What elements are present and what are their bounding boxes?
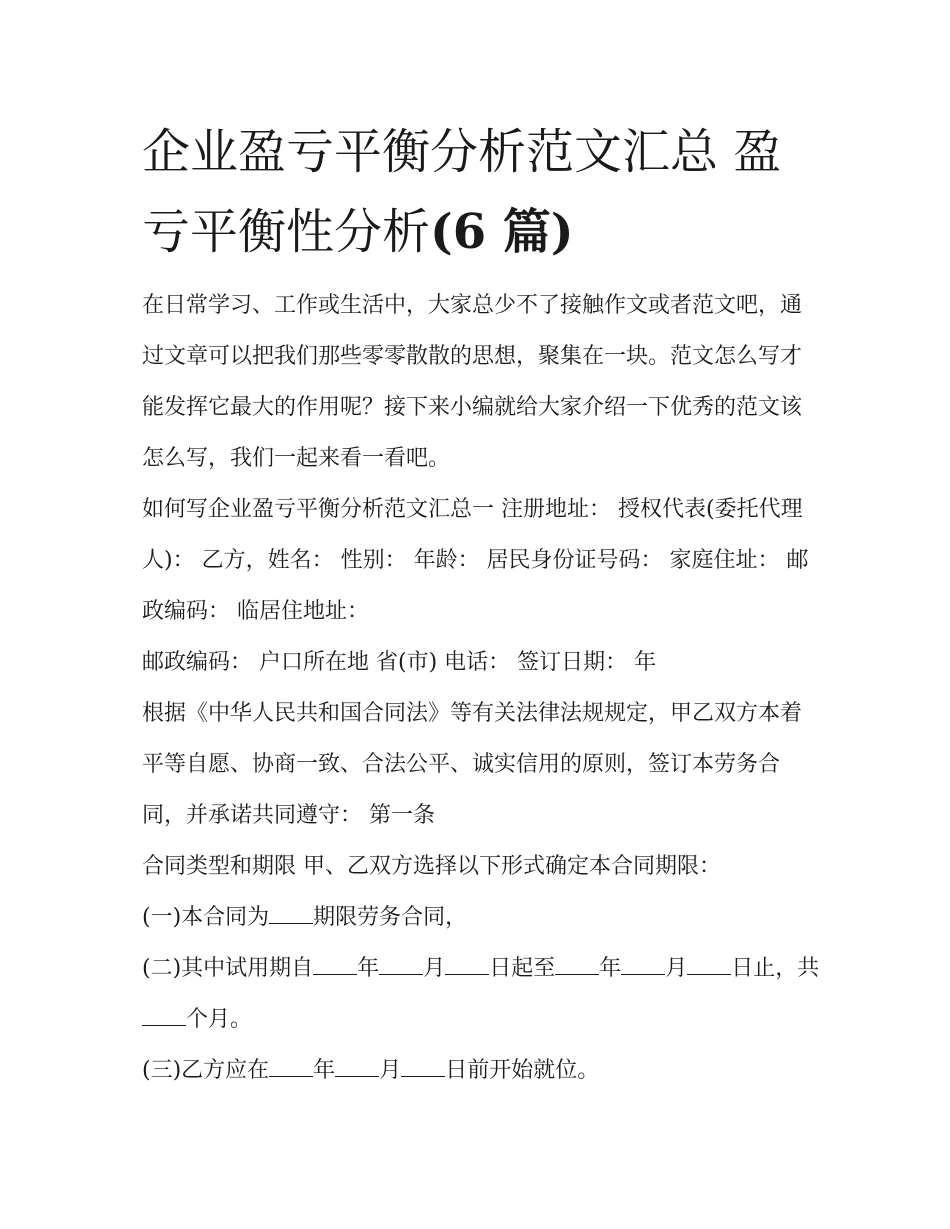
intro-paragraph: 在日常学习、工作或生活中，大家总少不了接触作文或者范文吧，通过文章可以把我们那些零零散散的思想，聚集在一块。范文怎么写才能发挥它最大的作用呢？接下来小编就给大家介绍一下优秀的范文该怎么写，我们一起来看一看吧。 bbox=[142, 293, 803, 471]
blank-start-month bbox=[379, 958, 423, 975]
blank-onboard-day bbox=[401, 1060, 445, 1077]
blank-end-day bbox=[687, 958, 731, 975]
clause-three-year: 年 bbox=[313, 1058, 336, 1083]
document-title bbox=[142, 112, 822, 272]
clause-two-day2: 日止，共 bbox=[731, 956, 820, 981]
clause-two-year1: 年 bbox=[357, 956, 380, 981]
clause-two-month1: 月 bbox=[423, 956, 446, 981]
blank-months bbox=[142, 1009, 186, 1026]
postal-info-paragraph: 邮政编码： 户口所在地 省(市) 电话： 签订日期： 年 bbox=[142, 650, 657, 675]
clause-two-day1: 日起至 bbox=[489, 956, 556, 981]
blank-end-year bbox=[555, 958, 599, 975]
clause-three-day: 日前开始就位。 bbox=[445, 1058, 600, 1083]
contract-type-paragraph: 合同类型和期限 甲、乙双方选择以下形式确定本合同期限： bbox=[142, 854, 721, 879]
clause-two-text-a: (二)其中试用期自 bbox=[142, 956, 314, 981]
clause-two-year2: 年 bbox=[599, 956, 622, 981]
party-info-paragraph: 如何写企业盈亏平衡分析范文汇总一 注册地址： 授权代表(委托代理人)： 乙方，姓名： 性别： 年龄： 居民身份证号码： 家庭住址： 邮政编码： 临居住地址： bbox=[142, 497, 809, 624]
blank-term bbox=[269, 907, 313, 924]
clause-three-month: 月 bbox=[379, 1058, 402, 1083]
title-main: 企业盈亏平衡分析范文汇总 盈亏平衡性分析 bbox=[142, 124, 782, 260]
blank-onboard-month bbox=[335, 1060, 379, 1077]
title-tail: (6 篇) bbox=[430, 204, 574, 260]
blank-end-month bbox=[621, 958, 665, 975]
clause-two-month2: 月 bbox=[665, 956, 688, 981]
clause-one-text-b: 期限劳务合同， bbox=[313, 905, 468, 930]
clause-one bbox=[142, 892, 822, 943]
clause-two-months: 个月。 bbox=[186, 1007, 253, 1032]
clause-one-text-a: (一)本合同为 bbox=[142, 905, 270, 930]
blank-onboard-year bbox=[269, 1060, 313, 1077]
document-page bbox=[142, 112, 822, 1096]
clause-three-text-a: (三)乙方应在 bbox=[142, 1058, 270, 1083]
legal-basis-paragraph: 根据《中华人民共和国合同法》等有关法律法规规定，甲乙双方本着平等自愿、协商一致、合法公平、诚实信用的原则，签订本劳务合同，并承诺共同遵守： 第一条 bbox=[142, 701, 803, 828]
clause-three bbox=[142, 1045, 822, 1096]
blank-start-year bbox=[313, 958, 357, 975]
clause-two bbox=[142, 943, 822, 1045]
blank-start-day bbox=[445, 958, 489, 975]
